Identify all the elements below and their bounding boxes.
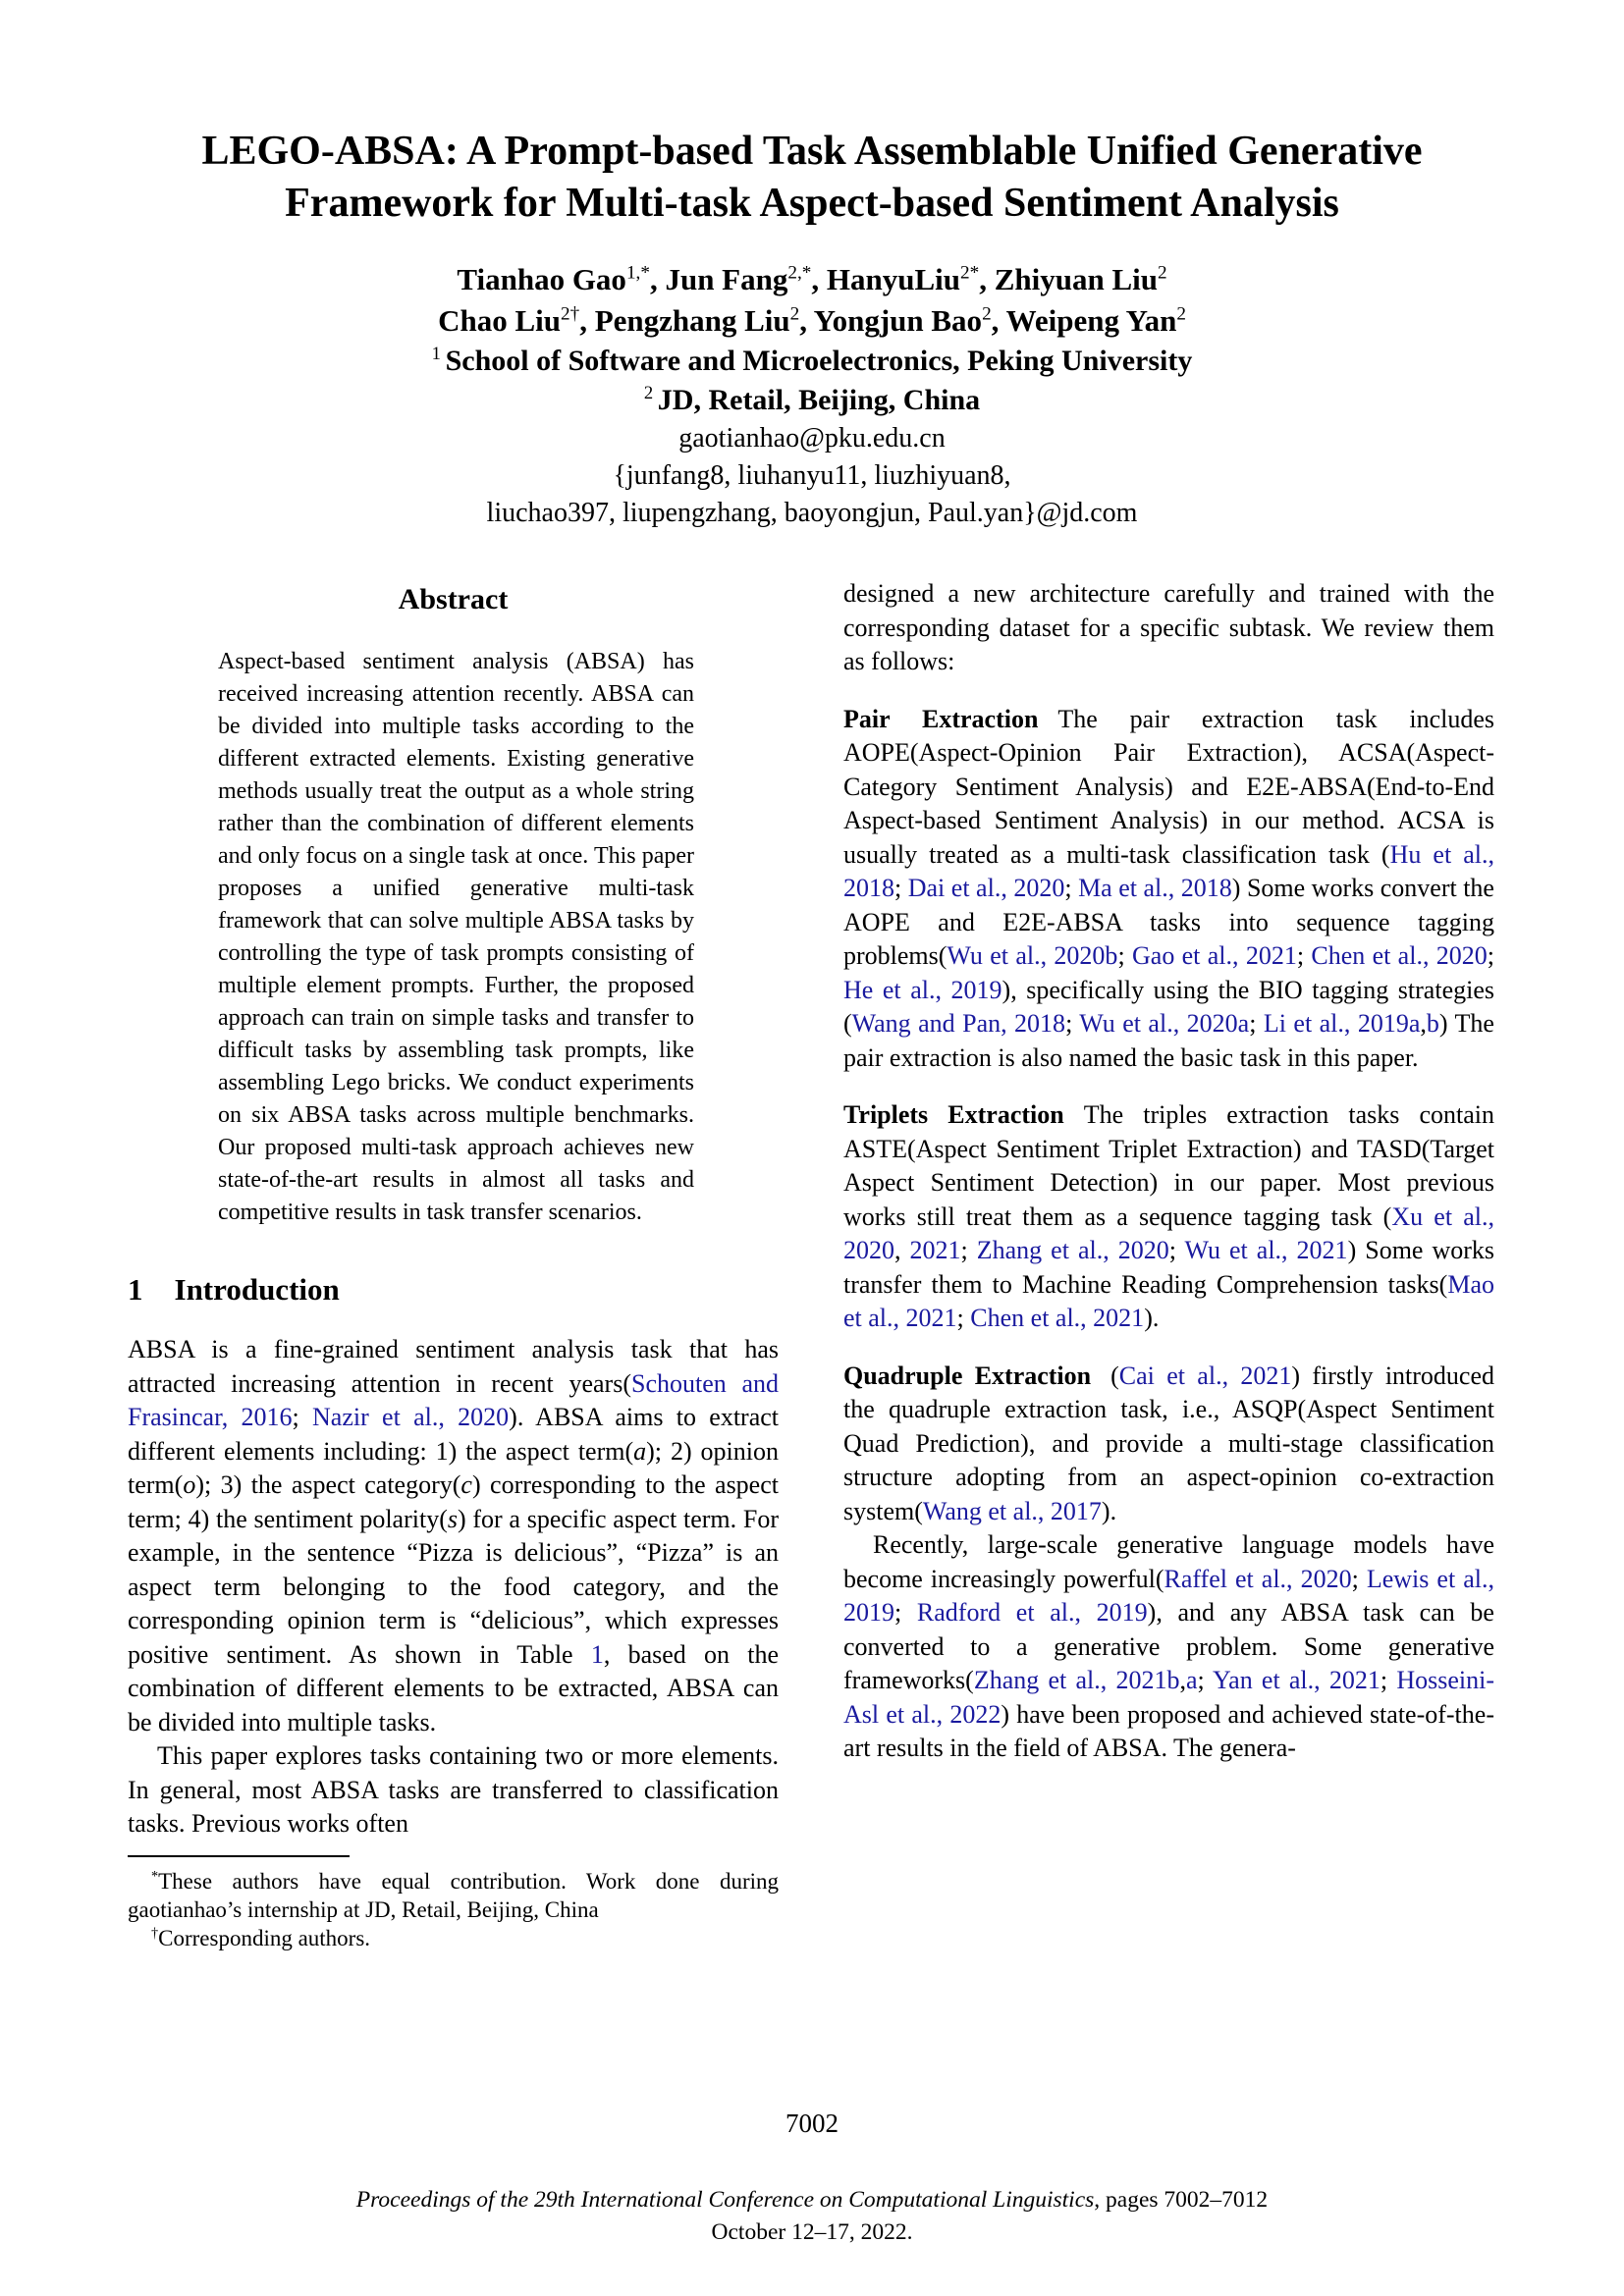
abstract-text: Aspect-based sentiment analysis (ABSA) has received increasing attention recently. ABSA can be divided into multiple tasks according to the different extracted elements. Existing generative methods usually treat the output as a whole string rather than the combination of different elements and only focus on a single task at once. This paper proposes a unified generative multi-task framework that can solve multiple ABSA tasks by controlling the type of task prompts consisting of multiple element prompts. Further, the proposed approach can train on simple tasks and transfer to difficult tasks by assembling task prompts, like assembling Lego bricks. We conduct experiments on six ABSA tasks across multiple benchmarks. Our proposed multi-task approach achieves new state-of-the-art results in almost all tasks and competitive results in task transfer scenarios. — [218, 649, 694, 1225]
citation-link[interactable]: Gao et al., 2021 — [1132, 941, 1297, 970]
footnote-rule — [128, 1855, 350, 1857]
citation-link[interactable]: Wu et al., 2020a — [1079, 1009, 1250, 1038]
paper-header — [0, 0, 1624, 532]
intro-paragraph-1: ABSA is a fine-grained sentiment analysis task that has attracted increasing attention in recent years(Schouten and Frasincar, 2016; Nazir et al., 2020). ABSA aims to extract different elements including: 1) the aspect term(a); 2) opinion term(o); 3) the aspect category(c) corresponding to the aspect term; 4) the sentiment polarity(s) for a specific aspect term. For example, in the sentence “Pizza is delicious”, “Pizza” is an aspect term belonging to the food category, and the corresponding opinion term is “delicious”, which expresses positive sentiment. As shown in Table 1, based on the combination of different elements to be extracted, ABSA can be divided into multiple tasks. — [128, 1335, 780, 1736]
pair-extraction-label: Pair Extraction — [843, 704, 1039, 733]
generative-models-paragraph: Recently, large-scale generative language models have become increasingly powerful(Raffel et al., 2020; Lewis et al., 2019; Radford et al., 2019), and any ABSA task can be converted to a generative problem. Some generative frameworks(Zhang et al., 2021b,a; Yan et al., 2021; Hosseini-Asl et al., 2022) have been proposed and achieved state-of-the-art results in the field of ABSA. The genera- — [843, 1530, 1495, 1762]
citation-link[interactable]: Ma et al., 2018 — [1078, 874, 1232, 902]
citation-link[interactable]: Wang and Pan, 2018 — [851, 1009, 1066, 1038]
citation-link[interactable]: Cai et al., 2021 — [1118, 1361, 1292, 1390]
quadruple-extraction-label: Quadruple Extraction — [843, 1361, 1092, 1390]
footnote-equal-contribution: *These authors have equal contribution. Work done during gaotianhao’s internship at JD, Retail, Beijing, China — [128, 1867, 779, 1922]
citation-link[interactable]: Radford et al., 2019 — [916, 1598, 1148, 1627]
email-line-1: gaotianhao@pku.edu.cn — [678, 423, 946, 454]
citation-link[interactable]: Nazir et al., 2020 — [312, 1403, 510, 1431]
authors-line-2: Chao Liu$^{2\dagger}$, Pengzhang Liu$^2$, Yongjun Bao$^2$, Weipeng Yan$^2$ — [438, 303, 1186, 338]
citation-link[interactable]: Xu et al., 2020 — [843, 1201, 1494, 1264]
citation-link[interactable]: Mao et al., 2021 — [843, 1269, 1494, 1332]
footnote-corresponding-authors: †Corresponding authors. — [151, 1924, 371, 1950]
proceedings-pages: , pages 7002–7012 — [1094, 2187, 1269, 2213]
citation-link[interactable]: Chen et al., 2021 — [970, 1304, 1145, 1332]
triplets-extraction-text: The triples extraction tasks contain ASTE(Aspect Sentiment Triplet Extraction) and TASD(Target Aspect Sentiment Detection) in our paper. Most previous works still treat them as a sequence tagging task (Xu et al., 2020, 2021; Zhang et al., 2020; Wu et al., 2021) Some works transfer them to Machine Reading Comprehension tasks(Mao et al., 2021; Chen et al., 2021). — [843, 1100, 1495, 1332]
authors-block — [0, 259, 1624, 532]
citation-link[interactable]: Wu et al., 2020b — [947, 941, 1118, 970]
citation-link[interactable]: b — [1426, 1009, 1439, 1038]
right-column — [843, 577, 1494, 1952]
citation-link[interactable]: Zhang et al., 2020 — [976, 1236, 1169, 1264]
citation-link[interactable]: a — [1185, 1666, 1198, 1694]
email-line-2: {junfang8, liuhanyu11, liuzhiyuan8, — [613, 460, 1011, 491]
page-number: 7002 — [785, 2109, 839, 2138]
section-heading-introduction — [128, 1272, 779, 1308]
authors-line-1: Tianhao Gao$^{1,*}$, Jun Fang$^{2,*}$, HanyuLiu$^{2*}$, Zhiyuan Liu$^2$ — [457, 262, 1167, 296]
citation-link[interactable]: Schouten and Frasincar, 2016 — [128, 1368, 779, 1431]
citation-link[interactable]: Zhang et al., 2021b — [973, 1666, 1180, 1694]
section-title: Introduction — [174, 1272, 340, 1307]
quadruple-extraction-text: (Cai et al., 2021) firstly introduced the quadruple extraction task, i.e., ASQP(Aspect Sentiment Quad Prediction), and provide a multi-stage classification structure adopting from an aspect-opinion co-extraction system(Wang et al., 2017). — [843, 1361, 1495, 1525]
conference-date-footer: October 12–17, 2022. — [711, 2219, 913, 2245]
footnote-block — [128, 1855, 779, 1952]
citation-link[interactable]: Chen et al., 2020 — [1311, 941, 1488, 970]
citation-link[interactable]: Hosseini-Asl et al., 2022 — [843, 1666, 1495, 1729]
citation-link[interactable]: 2021 — [909, 1236, 961, 1264]
paper-title-line2: Framework for Multi-task Aspect-based Sentiment Analysis — [285, 181, 1339, 226]
section-number: 1 — [128, 1272, 143, 1307]
intro-paragraph-2: This paper explores tasks containing two or more elements. In general, most ABSA tasks are transferred to classification tasks. Previous works often — [128, 1741, 779, 1838]
citation-link[interactable]: Dai et al., 2020 — [907, 874, 1065, 902]
pair-extraction-paragraph — [843, 703, 1494, 1076]
citation-link[interactable]: Wu et al., 2021 — [1184, 1236, 1348, 1264]
abstract-heading: Abstract — [398, 583, 509, 615]
citation-link[interactable]: Yan et al., 2021 — [1212, 1666, 1380, 1694]
affiliation-2: $^2$ JD, Retail, Beijing, China — [643, 383, 981, 416]
proceedings-footer — [0, 2187, 1624, 2214]
citation-link[interactable]: Li et al., 2019a — [1263, 1009, 1421, 1038]
paper-title — [0, 126, 1624, 230]
email-line-3: liuchao397, liupengzhang, baoyongjun, Paul.yan}@jd.com — [486, 498, 1138, 528]
proceedings-title: Proceedings of the 29th International Conference on Computational Linguistics — [355, 2187, 1095, 2213]
citation-link[interactable]: Hu et al., 2018 — [843, 839, 1494, 902]
triplets-extraction-paragraph — [843, 1098, 1494, 1336]
citation-link[interactable]: Lewis et al., 2019 — [843, 1564, 1494, 1627]
left-column — [128, 577, 779, 1952]
quadruple-extraction-paragraph — [843, 1360, 1494, 1529]
citation-link[interactable]: Raffel et al., 2020 — [1164, 1564, 1352, 1593]
affiliation-1: $^1$ School of Software and Microelectronics, Peking University — [431, 344, 1193, 377]
citation-link[interactable]: 1 — [590, 1639, 604, 1669]
citation-link[interactable]: Wang et al., 2017 — [922, 1496, 1102, 1525]
pair-extraction-text: The pair extraction task includes AOPE(Aspect-Opinion Pair Extraction), ACSA(Aspect-Category Sentiment Analysis) and E2E-ABSA(End-to-End Aspect-based Sentiment Analysis) in our method. ACSA is usually treated as a multi-task classification task (Hu et al., 2018; Dai et al., 2020; Ma et al., 2018) Some works convert the AOPE and E2E-ABSA tasks into sequence tagging problems(Wu et al., 2020b; Gao et al., 2021; Chen et al., 2020; He et al., 2019), specifically using the BIO tagging strategies (Wang and Pan, 2018; Wu et al., 2020a; Li et al., 2019a,b) The pair extraction is also named the basic task in this paper. — [843, 704, 1495, 1072]
related-work-continuation-paragraph: designed a new architecture carefully and trained with the corresponding dataset for a specific subtask. We review them as follows: — [843, 579, 1494, 675]
triplets-extraction-label: Triplets Extraction — [843, 1100, 1064, 1129]
paper-title-line1: LEGO-ABSA: A Prompt-based Task Assemblable Unified Generative — [201, 129, 1423, 174]
two-column-body — [0, 577, 1624, 1952]
citation-link[interactable]: He et al., 2019 — [843, 975, 1002, 1004]
